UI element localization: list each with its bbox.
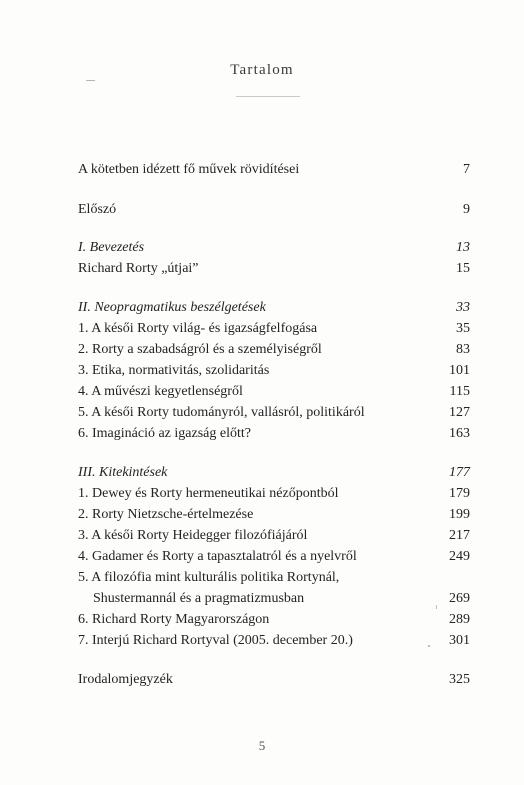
toc-entry-label: 4. A művészi kegyetlenségről bbox=[78, 384, 243, 399]
toc-entry-label: 3. Etika, normativitás, szolidaritás bbox=[78, 363, 270, 378]
toc-entry-chapter bbox=[78, 340, 470, 360]
toc-entry-label: 5. A késői Rorty tudományról, vallásról, politikáról bbox=[78, 405, 365, 420]
toc-entry-chapter bbox=[78, 526, 470, 546]
toc-entry-chapter bbox=[78, 361, 470, 381]
print-speck bbox=[436, 605, 437, 609]
toc-entry-page: 127 bbox=[449, 405, 470, 420]
toc-entry-foreword bbox=[78, 200, 470, 220]
toc-entry-page: 179 bbox=[449, 486, 470, 501]
page-number: 5 bbox=[258, 738, 266, 753]
toc-section-neopragmatic bbox=[78, 298, 470, 318]
toc-entry-page: 301 bbox=[449, 633, 470, 648]
toc-entry-label: 3. A késői Rorty Heidegger filozófiájáról bbox=[78, 528, 308, 543]
toc-section-page: 33 bbox=[456, 300, 470, 315]
toc-entry-page: 83 bbox=[456, 342, 470, 357]
toc-entry-label: Irodalomjegyzék bbox=[78, 672, 173, 687]
toc-entry-label: 5. A filozófia mint kulturális politika Rortynál, bbox=[78, 570, 340, 585]
toc-entry-chapter bbox=[78, 547, 470, 567]
toc-entry-page: 7 bbox=[463, 162, 470, 177]
toc-section-label: III. Kitekintések bbox=[78, 465, 168, 480]
toc-section-label: I. Bevezetés bbox=[78, 240, 145, 255]
toc-entry-page: 199 bbox=[449, 507, 470, 522]
toc-entry-label: 2. Rorty a szabadságról és a személyiségről bbox=[78, 342, 322, 357]
toc-entry-chapter bbox=[78, 568, 470, 588]
toc-entry-page: 269 bbox=[449, 591, 470, 606]
toc-entry-label: 6. Imagináció az igazság előtt? bbox=[78, 426, 251, 441]
toc-section-page: 177 bbox=[449, 465, 470, 480]
toc-entry-chapter bbox=[78, 484, 470, 504]
toc-entry-chapter bbox=[78, 382, 470, 402]
toc-entry-chapter bbox=[78, 610, 470, 630]
toc-entry-chapter-continued bbox=[78, 589, 470, 609]
toc-entry-abbreviations bbox=[78, 160, 470, 180]
print-speck bbox=[428, 645, 430, 647]
toc-entry-page: 15 bbox=[456, 261, 470, 276]
toc-entry-page: 115 bbox=[449, 384, 470, 399]
toc-entry-label: A kötetben idézett fő művek rövidítései bbox=[78, 162, 300, 177]
toc-entry-rorty-paths bbox=[78, 259, 470, 279]
toc-section-page: 13 bbox=[456, 240, 470, 255]
toc-entry-label: Shustermannál és a pragmatizmusban bbox=[93, 591, 305, 606]
toc-section-label: II. Neopragmatikus beszélgetések bbox=[78, 300, 266, 315]
toc-entry-page: 101 bbox=[449, 363, 470, 378]
toc-entry-page: 325 bbox=[449, 672, 470, 687]
toc-entry-chapter bbox=[78, 424, 470, 444]
toc-entry-page: 163 bbox=[449, 426, 470, 441]
toc-entry-label: 4. Gadamer és Rorty a tapasztalatról és a nyelvről bbox=[78, 549, 357, 564]
toc-section-outlooks bbox=[78, 463, 470, 483]
toc-entry-label: Richard Rorty „útjai” bbox=[78, 261, 199, 276]
page-title: Tartalom bbox=[230, 62, 294, 78]
toc-section-introduction bbox=[78, 238, 470, 258]
toc-entry-page: 217 bbox=[449, 528, 470, 543]
toc-entry-chapter bbox=[78, 631, 470, 651]
toc-entry-chapter bbox=[78, 319, 470, 339]
toc-entry-page: 249 bbox=[449, 549, 470, 564]
toc-entry-page: 9 bbox=[463, 202, 470, 217]
toc-entry-page: 289 bbox=[449, 612, 470, 627]
toc-entry-chapter bbox=[78, 403, 470, 423]
toc-entry-chapter bbox=[78, 505, 470, 525]
toc-entry-label: 1. A késői Rorty világ- és igazságfelfogása bbox=[78, 321, 318, 336]
toc-entry-label: Előszó bbox=[78, 202, 117, 217]
toc-entry-label: 7. Interjú Richard Rortyval (2005. december 20.) bbox=[78, 633, 353, 648]
toc-entry-bibliography bbox=[78, 670, 470, 690]
toc-entry-label: 2. Rorty Nietzsche-értelmezése bbox=[78, 507, 254, 522]
toc-entry-label: 6. Richard Rorty Magyarországon bbox=[78, 612, 270, 627]
toc-entry-page: 35 bbox=[456, 321, 470, 336]
toc-entry-label: 1. Dewey és Rorty hermeneutikai nézőpontból bbox=[78, 486, 339, 501]
